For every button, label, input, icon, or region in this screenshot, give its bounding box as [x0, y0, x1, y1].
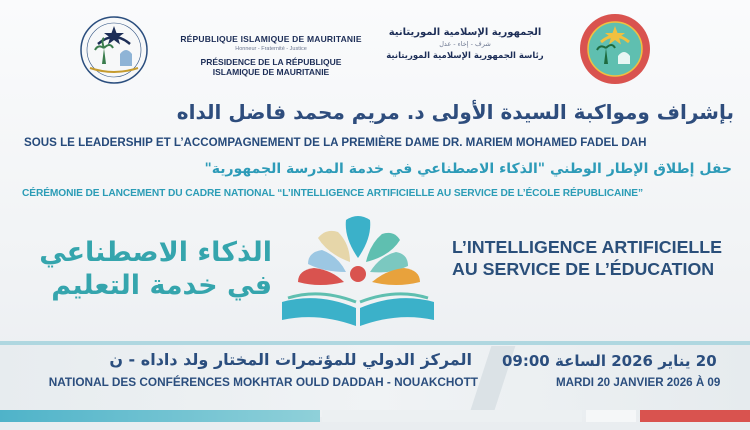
- ceremony-ar: حفل إطلاق الإطار الوطني "الذكاء الاصطناعي في خدمة المدرسة الجمهورية": [204, 161, 732, 177]
- leadership-ar: بإشراف ومواكبة السيدة الأولى د. مريم محمد فاضل الداه: [176, 100, 734, 124]
- main-title-ar-line1: الذكاء الاصطناعي: [39, 237, 272, 268]
- main-title-fr-line2: AU SERVICE DE L’ÉDUCATION: [452, 259, 715, 279]
- republic-name-ar: الجمهورية الإسلامية الموريتانية: [388, 27, 542, 38]
- national-seal-icon: [568, 12, 662, 86]
- motto-fr: Honneur - Fraternité - Justice: [235, 46, 307, 52]
- accent-stripe-red: [640, 410, 750, 422]
- venue-fr: NATIONAL DES CONFÉRENCES MOKHTAR OULD DADDAH - NOUAKCHOTT: [48, 375, 478, 389]
- french-header: [176, 34, 366, 77]
- republic-name-fr: RÉPUBLIQUE ISLAMIQUE DE MAURITANIE: [180, 34, 362, 44]
- main-title-fr-line1: L’INTELLIGENCE ARTIFICIELLE: [452, 237, 723, 257]
- main-title-ar: [10, 236, 272, 302]
- date-ar: 20 يناير 2026 الساعة 09:00: [502, 352, 717, 370]
- accent-stripe-light: [322, 410, 582, 422]
- accent-stripe-teal: [0, 410, 320, 422]
- main-title-fr: [452, 236, 742, 280]
- motto-ar: شرف - إخاء - عدل: [439, 40, 491, 48]
- ceremony-fr: CÉRÉMONIE DE LANCEMENT DU CADRE NATIONAL “L’INTELLIGENCE ARTIFICIELLE AU SERVICE DE L’ÉCOLE RÉPUBLICAINE”: [22, 188, 643, 199]
- date-fr: MARDI 20 JANVIER 2026 À 09: [556, 376, 721, 389]
- open-book-petals-icon: [268, 208, 448, 336]
- accent-stripe-white: [586, 410, 636, 422]
- presidency-fr-line1: PRÉSIDENCE DE LA RÉPUBLIQUE: [200, 57, 342, 67]
- presidency-fr-line2: ISLAMIQUE DE MAURITANIE: [212, 67, 330, 77]
- arabic-header: [380, 27, 550, 61]
- leadership-fr: SOUS LE LEADERSHIP ET L’ACCOMPAGNEMENT DE LA PREMIÈRE DAME DR. MARIEM MOHAMED FADEL DAH: [24, 136, 647, 149]
- presidency-ar: رئاسة الجمهورية الإسلامية الموريتانية: [386, 51, 544, 61]
- venue-ar: المركز الدولي للمؤتمرات المختار ولد داداه - ن: [109, 350, 472, 369]
- main-title-ar-line2: في خدمة التعليم: [51, 270, 272, 301]
- presidency-seal-icon: [68, 14, 160, 86]
